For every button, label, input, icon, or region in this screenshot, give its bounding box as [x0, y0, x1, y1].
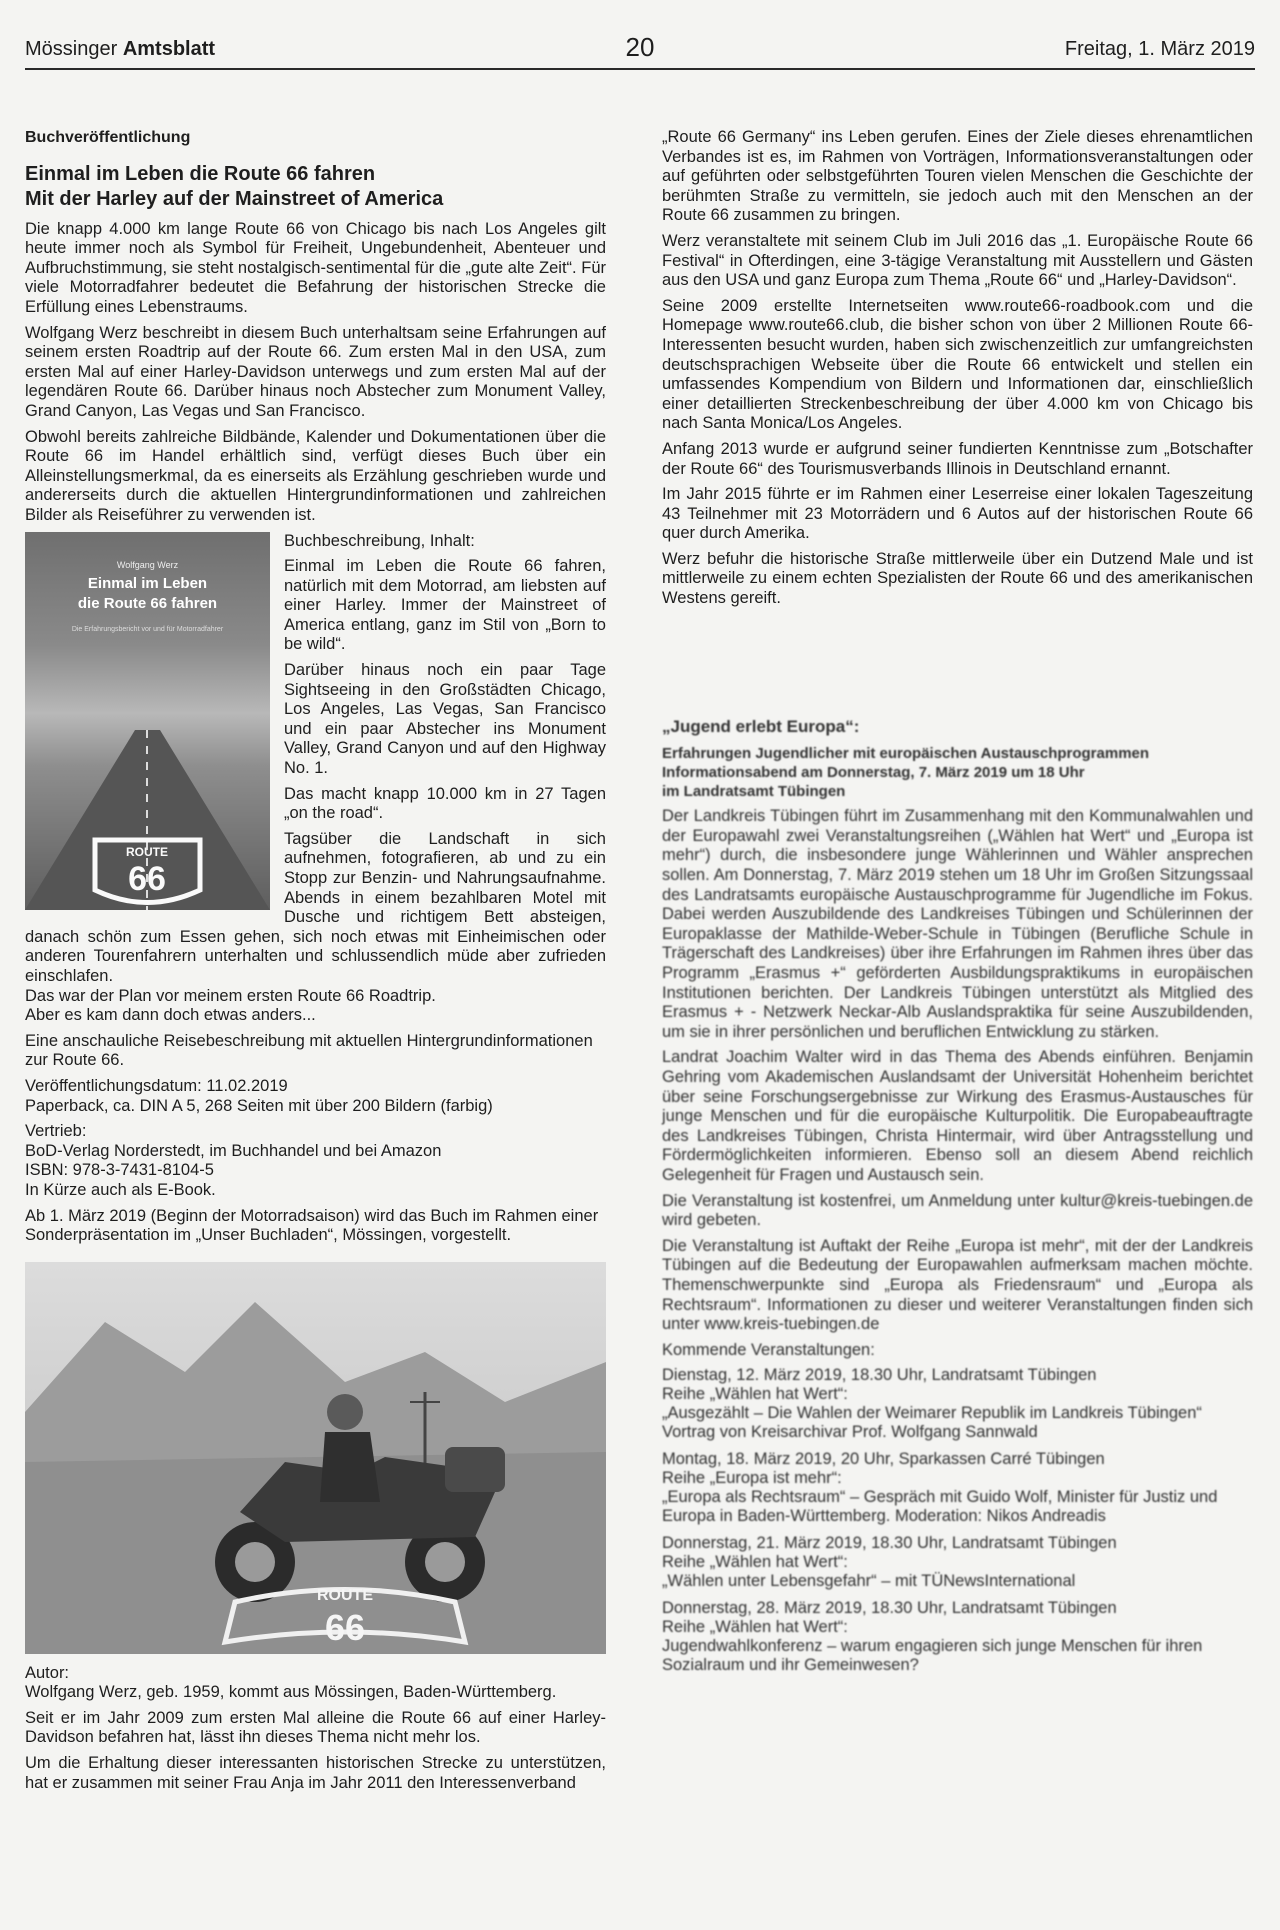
event-item: Montag, 18. März 2019, 20 Uhr, Sparkassen Carré Tübingen Reihe „Europa ist mehr“: „Europa als Rechtsraum“ – Gespräch mit Guido Wolf, Minister für Justiz und Europa in Baden-Württemberg. Moderation: Nikos Andreadis: [662, 1450, 1218, 1526]
paragraph: Obwohl bereits zahlreiche Bildbände, Kalender und Dokumentationen über die Route 66 im Handel erhältlich sind, verfügt dieses Buch über ein Alleinstellungsmerkmal, da es einerseits als Erzählung geschrieben wurde und andererseits durch die aktuellen Hintergrundinformationen und zahlreichen Bilder als Reiseführer zu verwenden ist.: [25, 427, 606, 524]
paragraph: Im Jahr 2015 führte er im Rahmen einer Leserreise einer lokalen Tageszeitung 43 Teilnehmer mit 23 Motorrädern und 6 Autos auf der historischen Route 66 quer durch Amerika.: [662, 485, 1253, 543]
article-subheadline: Erfahrungen Jugendlicher mit europäischen Austauschprogrammen Informationsabend am Donnerstag, 7. März 2019 um 18 Uhr im Landratsamt Tübingen: [662, 745, 1150, 801]
publication-date: Veröffentlichungsdatum: 11.02.2019: [25, 1076, 288, 1095]
article-headline: „Jugend erlebt Europa“:: [662, 716, 860, 736]
paragraph: Die Veranstaltung ist kostenfrei, um Anmeldung unter kultur@kreis-tuebingen.de wird gebeten.: [662, 1191, 1253, 1230]
svg-text:ROUTE: ROUTE: [317, 1586, 373, 1604]
publication-name: Mössinger Amtsblatt: [25, 38, 216, 60]
cover-road-graphic: [25, 730, 270, 910]
event-item: Donnerstag, 21. März 2019, 18.30 Uhr, Landratsamt Tübingen Reihe „Wählen hat Wert“: „Wählen unter Lebensgefahr“ – mit TÜNewsInternational: [662, 1534, 1117, 1591]
jugend-erlebt-europa-article: [662, 717, 1253, 1676]
paragraph: Seine 2009 erstellte Internetseiten www.route66-roadbook.com und die Homepage www.route66.club, die bisher schon von über 2 Millionen Route 66-Interessenten besucht wurden, haben sich zwischenzeitlich zur umfangreichsten deutschsprachigen Webseite über die Route 66 entwickelt und stellen ein umfassendes Kompendium von Bildern und Informationen dar, einschließlich einer detaillierten Streckenbeschreibung der über 4.000 km von Chicago bis nach Santa Monica/Los Angeles.: [662, 296, 1253, 433]
paragraph: Das macht knapp 10.000 km in 27 Tagen „on the road“.: [284, 784, 606, 823]
paragraph: Landrat Joachim Walter wird in das Thema des Abends einführen. Benjamin Gehring vom Akademischen Auslandsamt der Universität Hohenheim berichtet über seine Forschungsergebnisse zur Wirkung des Erasmus-Austausches für junge Menschen und für die europäische Kulturpolitik. Die Europabeauftragte des Landkreises Tübingen, Christa Hintermair, wird über Antragsstellung und Fördermöglichkeiten informieren. Ebenso soll an diesem Abend reichlich Gelegenheit für Fragen und Austausch sein.: [662, 1048, 1253, 1184]
page-header: [25, 28, 1255, 70]
section-label: Buchveröffentlichung: [25, 129, 191, 146]
cover-subtitle: Die Erfahrungsbericht vor und für Motorradfahrer: [71, 625, 224, 633]
paragraph: Die Veranstaltung ist Auftakt der Reihe „Europa ist mehr“, mit der der Landkreis Tübingen auf die Bedeutung der Europawahlen aufmerksam machen möchte. Themenschwerpunkte sind „Europa als Friedensraum“ und „Europa als Rechtsraum“. Informationen zu dieser und weiterer Veranstaltungen finden sich unter www.kreis-tuebingen.de: [662, 1236, 1253, 1334]
article-headline: Einmal im Leben die Route 66 fahren Mit der Harley auf der Mainstreet of America: [25, 162, 444, 210]
author-label: Autor:: [25, 1663, 70, 1682]
paragraph: Der Landkreis Tübingen führt im Zusammenhang mit den Kommunalwahlen und der Europawahl zwei Veranstaltungsreihen („Wählen hat Wert“ und „Europa ist mehr“) durch, die insbesondere junge Wählerinnen und Wähler ansprechen sollen. Am Donnerstag, 7. März 2019 stehen um 18 Uhr im Großen Sitzungssaal des Landratsamts europäische Austauschprogramme für Jugendliche im Fokus. Dabei werden Auszubildende des Landkreises Tübingen und Schülerinnen der Europaklasse der Mathilde-Weber-Schule in Tübingen (Berufliche Schule in Trägerschaft des Landkreises) über ihre Erfahrungen im Rahmen ihres über das Programm „Erasmus +“ geförderten Ausbildungspraktikums in europäischen Institutionen berichten. Der Landkreis Tübingen unterstützt als Mitglied des Erasmus + - Netzwerk Neckar-Alb Auslandspraktika für seine Auszubildenden, um sie in ihrer persönlichen und beruflichen Entwicklung zu stärken.: [662, 807, 1253, 1041]
plain-line: Das war der Plan vor meinem ersten Route 66 Roadtrip.: [25, 986, 436, 1005]
paragraph: Tagsüber die Landschaft in sich aufnehmen, fotografieren, ab und zu ein Stopp zur Benzin- und Nahrungsaufnahme. Abends in einem bezahlbaren Motel mit Dusche und richtigem Bett absteigen, danach schön zum Essen gehen, sich noch etwas mit Einheimischen oder anderen Tourenfahrern unterhalten und schlussendlich müde aber zufrieden einschlafen.: [25, 829, 606, 985]
paperback-info: Paperback, ca. DIN A 5, 268 Seiten mit über 200 Bildern (farbig): [25, 1096, 493, 1115]
paragraph: Wolfgang Werz beschreibt in diesem Buch unterhaltsam seine Erfahrungen auf seinem ersten Roadtrip auf der Route 66. Zum ersten Mal in den USA, zum ersten Mal auf einer Harley-Davidson unterwegs und zum ersten Mal auf der legendären Route 66. Darüber hinaus noch Abstecher zum Monument Valley, Grand Canyon, Las Vegas und San Francisco.: [25, 323, 606, 420]
right-column: [662, 128, 1253, 1683]
upcoming-events-label: Kommende Veranstaltungen:: [662, 1340, 875, 1359]
plain-line: Aber es kam dann doch etwas anders...: [25, 1006, 316, 1025]
paragraph: Um die Erhaltung dieser interessanten historischen Strecke zu unterstützen, hat er zusammen mit seiner Frau Anja im Jahr 2011 den Interessenverband: [25, 1754, 606, 1792]
event-item: Dienstag, 12. März 2019, 18.30 Uhr, Landratsamt Tübingen Reihe „Wählen hat Wert“: „Ausgezählt – Die Wahlen der Weimarer Republik im Landkreis Tübingen“ Vortrag von Kreisarchivar Prof. Wolfgang Sannwald: [662, 1366, 1202, 1442]
svg-text:66: 66: [128, 859, 166, 898]
paragraph: Ab 1. März 2019 (Beginn der Motorradsaison) wird das Buch im Rahmen einer Sonderpräsentation im „Unser Buchladen“, Mössingen, vorgestellt.: [25, 1206, 599, 1245]
author-info: Wolfgang Werz, geb. 1959, kommt aus Mössingen, Baden-Württemberg.: [25, 1683, 557, 1702]
author-motorcycle-photo: [25, 1262, 606, 1654]
cover-title-line1: Einmal im Leben: [87, 574, 208, 592]
paragraph: Eine anschauliche Reisebeschreibung mit aktuellen Hintergrundinformationen zur Route 66.: [25, 1031, 593, 1070]
paragraph: Die knapp 4.000 km lange Route 66 von Chicago bis nach Los Angeles gilt heute immer noch als Symbol für Freiheit, Ungebundenheit, Abenteuer und Aufbruchstimmung, sie steht nostalgisch-sentimental für die „gute alte Zeit“. Für viele Motorradfahrer bedeutet die Befahrung der historischen Strecke die Erfüllung eines Lebenstraums.: [25, 219, 606, 316]
isbn: ISBN: 978-3-7431-8104-5: [25, 1161, 214, 1180]
paragraph: „Route 66 Germany“ ins Leben gerufen. Eines der Ziele dieses ehrenamtlichen Verbandes ist es, im Rahmen von Vorträgen, Informationsveranstaltungen oder auf geführten oder selbstgeführten Touren vielen Menschen die Geschichte der berühmten Straße zu vermitteln, sie jedoch auch mit den Menschen an der Route 66 zusammen zu bringen.: [662, 128, 1253, 225]
paragraph: Darüber hinaus noch ein paar Tage Sightseeing in den Großstädten Chicago, Los Angeles, Las Vegas, San Francisco und ein paar Abstecher ins Monument Valley, Grand Canyon und auf den Highway No. 1.: [284, 661, 606, 778]
cover-author: Wolfgang Werz: [116, 559, 179, 570]
event-item: Donnerstag, 28. März 2019, 18.30 Uhr, Landratsamt Tübingen Reihe „Wählen hat Wert“: Jugendwahlkonferenz – warum engagieren sich junge Menschen für ihren Sozialraum und ihr Gemeinwesen?: [662, 1599, 1203, 1675]
page-number: 20: [625, 32, 655, 62]
ebook-note: In Kürze auch als E-Book.: [25, 1180, 216, 1199]
issue-date: Freitag, 1. März 2019: [1064, 38, 1255, 60]
paragraph: Seit er im Jahr 2009 zum ersten Mal alleine die Route 66 auf einer Harley-Davidson befahren hat, lässt ihn dieses Thema nicht mehr los.: [25, 1708, 606, 1747]
book-cover-image: [25, 532, 270, 910]
paragraph: Einmal im Leben die Route 66 fahren, natürlich mit dem Motorrad, am liebsten auf einer Harley. Immer der Mainstreet of America entlang, ganz im Stil von „Born to be wild“.: [284, 557, 606, 654]
paragraph: Werz veranstaltete mit seinem Club im Juli 2016 das „1. Europäische Route 66 Festival“ in Ofterdingen, eine 3-tägige Veranstaltung mit Ausstellern und Gästen aus den USA und ganz Europa zum Thema „Route 66“ und „Harley-Davidson“.: [662, 231, 1253, 290]
left-column: [25, 128, 606, 1799]
distribution-info: BoD-Verlag Norderstedt, im Buchhandel und bei Amazon: [25, 1141, 442, 1160]
paragraph: Anfang 2013 wurde er aufgrund seiner fundierten Kenntnisse zum „Botschafter der Route 66“ des Tourismusverbands Illinois in Deutschland ernannt.: [662, 439, 1253, 478]
svg-text:66: 66: [324, 1606, 366, 1648]
cover-title-line2: die Route 66 fahren: [77, 594, 218, 612]
svg-text:ROUTE: ROUTE: [126, 844, 168, 859]
paragraph: Werz befuhr die historische Straße mittlerweile über ein Dutzend Male und ist mittlerweile zu einem echten Spezialisten der Route 66 und des amerikanischen Westens gereift.: [662, 549, 1253, 608]
distribution-label: Vertrieb:: [25, 1122, 87, 1141]
description-heading: Buchbeschreibung, Inhalt:: [284, 531, 475, 550]
